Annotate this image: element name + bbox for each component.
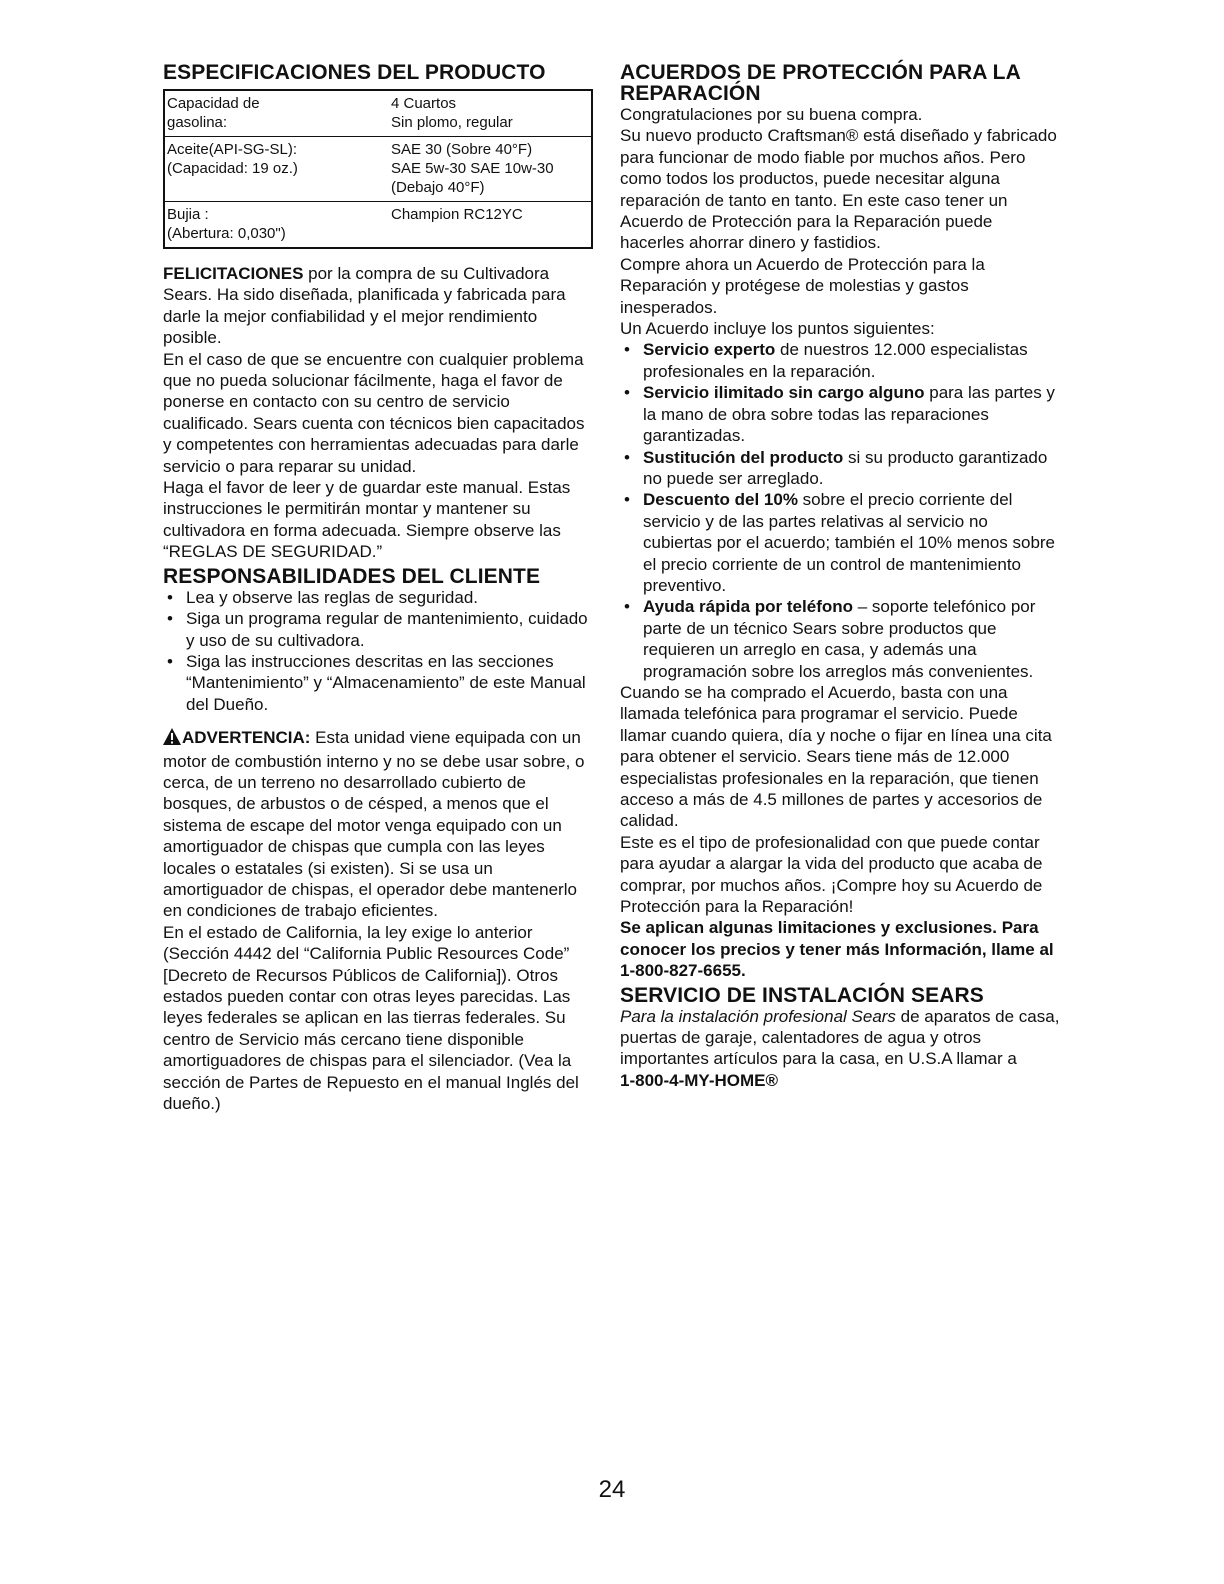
limitations-paragraph: Se aplican algunas limitaciones y exclusiones. Para conocer los precios y tener más Información, llame al 1-800-827-6655.: [620, 918, 1054, 981]
spec-table: [163, 89, 593, 249]
intro-line: Congratulaciones por su buena compra.: [620, 105, 923, 124]
installation-heading: SERVICIO DE INSTALACIÓN SEARS: [620, 983, 984, 1007]
installation-phone: 1-800-4-MY-HOME®: [620, 1070, 779, 1090]
problem-paragraph: En el caso de que se encuentre con cualquier problema que no pueda solucionar fácilmente, haga el favor de ponerse en contacto con su centro de servicio cualificado. Sears cuenta con técnicos bien capacitados y competentes con herramientas adecuadas para darle servicio o para reparar su unidad.: [163, 349, 585, 476]
installation-paragraph: Para la instalación profesional Sears de aparatos de casa, puertas de garaje, calentadores de agua y otros importantes artículos para la casa, en U.S.A llamar a: [620, 1006, 1060, 1069]
right-column: [620, 62, 1060, 1091]
page-number: 24: [598, 1476, 626, 1503]
agreement-benefits-list: [620, 339, 1060, 682]
list-item: • Servicio experto de nuestros 12.000 especialistas profesionales en la reparación.: [620, 339, 1060, 382]
warning-triangle-icon: [163, 728, 181, 750]
intro-paragraph: Su nuevo producto Craftsman® está diseñado y fabricado para funcionar de modo fiable por muchos años. Pero como todos los productos, puede necesitar alguna reparación de tanto en tanto. En este caso tener un Acuerdo de Protección para la Reparación puede hacerles ahorrar dinero y fastidios.: [620, 126, 1057, 253]
professional-paragraph: Este es el tipo de profesionalidad con que puede contar para ayudar a alargar la vida del producto que acaba de comprar, por muchos años. ¡Compre hoy su Acuerdo de Protección para la Reparación!: [620, 832, 1043, 917]
call-paragraph: Cuando se ha comprado el Acuerdo, basta con una llamada telefónica para programar el servicio. Puede llamar cuando quiera, día y noche o fijar en línea una cita para obtener el servicio. Sears tiene más de 12.000 especialistas profesionales en la reparación, que tienen acceso a más de 4.5 millones de partes y accesorios de calidad.: [620, 682, 1052, 831]
warning-paragraph: ADVERTENCIA: Esta unidad viene equipada con un motor de combustión interno y no se debe usar sobre, o cerca, de un terreno no desarrollado cubierto de bosques, de arbustos o de césped, a menos que el sistema de escape del motor venga equipado con un amortiguador de chispas que cumpla con las leyes locales o estatales (si existen). Si se usa un amortiguador de chispas, el operador debe mantenerlo en condiciones de trabajo eficientes.: [163, 728, 585, 921]
buy-paragraph: Compre ahora un Acuerdo de Protección para la Reparación y protégese de molestias y gastos inesperados.: [620, 254, 985, 317]
spec-heading: ESPECIFICACIONES DEL PRODUCTO: [163, 61, 546, 84]
list-item: • Siga un programa regular de mantenimiento, cuidado y uso de su cultivadora.: [163, 608, 593, 651]
responsibilities-heading: RESPONSABILIDADES DEL CLIENTE: [163, 564, 541, 588]
spec-row-spark-plug: Bujia : (Abertura: 0,030") Champion RC12YC: [165, 201, 591, 247]
list-item: • Descuento del 10% sobre el precio corriente del servicio y de las partes relativas al servicio no cubiertas por el acuerdo; también el 10% menos sobre el precio corriente de un control de mantenimiento preventivo.: [620, 489, 1060, 596]
spec-row-fuel: Capacidad de gasolina: 4 Cuartos Sin plomo, regular: [167, 95, 513, 131]
spec-row-oil: Aceite(API-SG-SL): (Capacidad: 19 oz.) SAE 30 (Sobre 40°F) SAE 5w-30 SAE 10w-30 (Debajo 40°F): [165, 136, 591, 201]
california-paragraph: En el estado de California, la ley exige lo anterior (Sección 4442 del “California Public Resources Code” [Decreto de Recursos Públicos de California]). Otros estados pueden contar con otras leyes parecidas. Las leyes federales se aplican en las tierras federales. Su centro de Servicio más cercano tiene disponible amortiguadores de chispas para el silenciador. (Vea la sección de Partes de Repuesto en el manual Inglés del dueño.): [163, 922, 579, 1114]
left-column: [163, 62, 593, 1114]
list-item: • Ayuda rápida por teléfono – soporte telefónico por parte de un técnico Sears sobre productos que requieren un arreglo en casa, y además una programación sobre los arreglos más convenientes.: [620, 596, 1060, 682]
congrats-paragraph: FELICITACIONES por la compra de su Cultivadora Sears. Ha sido diseñada, planificada y fabricada para darle la mejor confiabilidad y el mejor rendimiento posible.: [163, 264, 566, 348]
list-item: • Lea y observe las reglas de seguridad.: [163, 587, 593, 608]
manual-paragraph: Haga el favor de leer y de guardar este manual. Estas instrucciones le permitirán montar y mantener su cultivadora en forma adecuada. Siempre observe las “REGLAS DE SEGURIDAD.”: [163, 478, 571, 562]
protection-heading: ACUERDOS DE PROTECCIÓN PARA LA REPARACIÓN: [620, 61, 1021, 105]
list-item: • Siga las instrucciones descritas en las secciones “Mantenimiento” y “Almacenamiento” de este Manual del Dueño.: [163, 651, 593, 715]
responsibilities-list: [163, 587, 593, 715]
list-item: • Sustitución del producto si su producto garantizado no puede ser arreglado.: [620, 447, 1060, 490]
includes-line: Un Acuerdo incluye los puntos siguientes:: [620, 319, 935, 339]
list-item: • Servicio ilimitado sin cargo alguno para las partes y la mano de obra sobre todas las reparaciones garantizadas.: [620, 382, 1060, 446]
